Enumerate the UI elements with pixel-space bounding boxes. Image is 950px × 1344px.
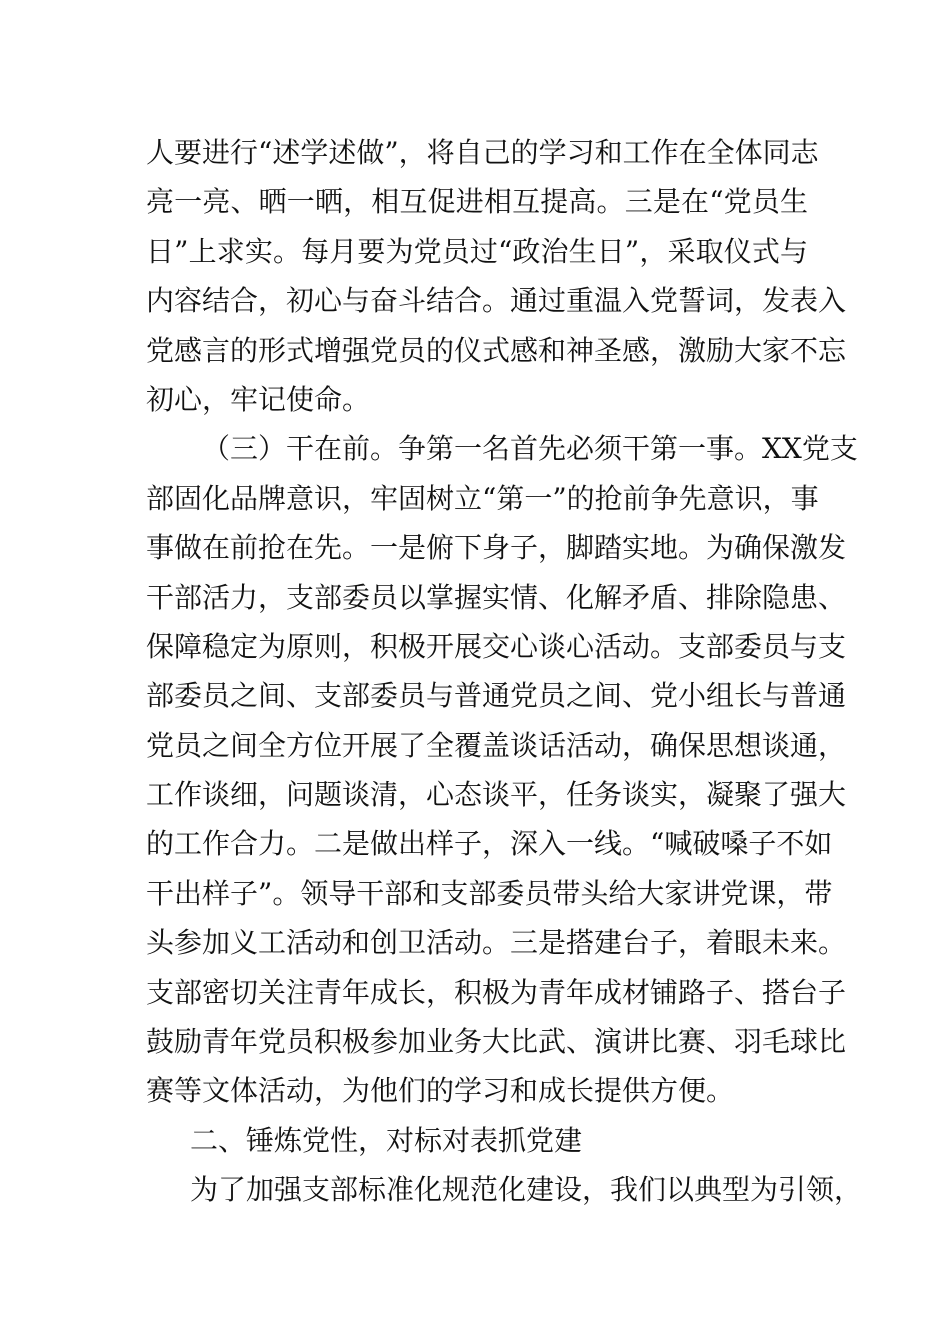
text-line: 部委员之间、支部委员与普通党员之间、党小组长与普通 [146, 679, 847, 713]
text-line: 支部密切关注青年成长，积极为青年成材铺路子、搭台子 [146, 975, 847, 1009]
text-line: 赛等文体活动，为他们的学习和成长提供方便。 [146, 1074, 735, 1108]
section-heading-2: 二、锤炼党性，对标对表抓党建 [190, 1123, 583, 1157]
text-line: 为了加强支部标准化规范化建设，我们以典型为引领， [190, 1173, 863, 1207]
document-body [146, 128, 863, 1215]
text-line: 鼓励青年党员积极参加业务大比武、演讲比赛、羽毛球比 [146, 1025, 847, 1059]
text-line: 初心，牢记使命。 [146, 382, 371, 416]
text-line: 亮一亮、晒一晒，相互促进相互提高。三是在“党员生 [146, 185, 808, 219]
text-line: 党员之间全方位开展了全覆盖谈话活动，确保思想谈通， [146, 728, 847, 762]
text-line: 党感言的形式增强党员的仪式感和神圣感，激励大家不忘 [146, 333, 847, 367]
text-line: 干出样子”。领导干部和支部委员带头给大家讲党课，带 [146, 876, 833, 910]
text-line: 干部活力，支部委员以掌握实情、化解矛盾、排除隐患、 [146, 580, 847, 614]
text-line: 头参加义工活动和创卫活动。三是搭建台子，着眼未来。 [146, 926, 847, 960]
text-line: 工作谈细，问题谈清，心态谈平，任务谈实，凝聚了强大 [146, 778, 847, 812]
text-line: 日”上求实。每月要为党员过“政治生日”，采取仪式与 [146, 234, 808, 268]
text-line: 人要进行“述学述做”，将自己的学习和工作在全体同志 [146, 136, 819, 169]
text-line: 的工作合力。二是做出样子，深入一线。“喊破嗓子不如 [146, 827, 833, 861]
text-line: 部固化品牌意识，牢固树立“第一”的抢前争先意识，事 [146, 481, 819, 515]
text-line: 事做在前抢在先。一是俯下身子，脚踏实地。为确保激发 [146, 531, 847, 565]
section-heading-3: （三）干在前。争第一名首先必须干第一事。XX党支 [202, 432, 858, 466]
text-line: 内容结合，初心与奋斗结合。通过重温入党誓词，发表入 [146, 284, 847, 318]
text-line: 保障稳定为原则，积极开展交心谈心活动。支部委员与支 [146, 629, 847, 663]
